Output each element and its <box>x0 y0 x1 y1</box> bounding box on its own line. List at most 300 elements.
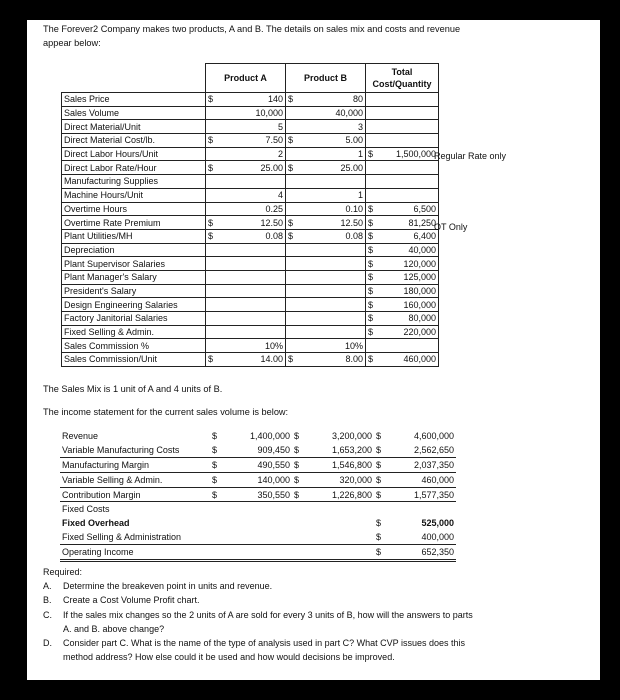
cell-value: 1,653,200 <box>310 443 374 457</box>
row-label: Fixed Overhead <box>62 518 130 529</box>
cell-value: 180,000 <box>403 285 436 296</box>
cell-value: 1,500,000 <box>395 149 436 160</box>
currency-sign: $ <box>288 231 294 242</box>
cell-b <box>286 325 366 339</box>
statement-row <box>60 472 456 487</box>
cell-value: 6,500 <box>413 203 436 214</box>
row-label: Fixed Selling & Admin. <box>62 325 206 339</box>
cell-a <box>206 257 286 271</box>
statement-row <box>60 516 456 530</box>
cell-b <box>286 243 366 257</box>
row-label: Sales Commission/Unit <box>62 353 206 367</box>
cell-value: 25.00 <box>260 162 283 173</box>
cell-value <box>228 502 292 516</box>
cell-content <box>288 121 363 133</box>
row-label: Variable Selling & Admin. <box>60 472 210 487</box>
required-title: Required: <box>43 567 83 577</box>
cell-value: 525,000 <box>421 518 454 529</box>
table-row <box>62 339 439 353</box>
table-row <box>62 216 439 230</box>
row-label: Sales Commission % <box>62 339 206 353</box>
income-statement <box>60 429 456 562</box>
item-text: method address? How else could it be used and how would decisions be improved. <box>63 652 395 663</box>
cell-t <box>366 188 439 202</box>
cell-value: 2,562,650 <box>392 443 456 457</box>
cell-content <box>368 203 436 215</box>
cell-value: 652,350 <box>392 545 456 561</box>
currency-sign: $ <box>368 327 374 338</box>
cell-content <box>208 107 283 119</box>
cell-value: 1 <box>357 190 363 201</box>
row-label: Manufacturing Supplies <box>62 175 206 189</box>
cell-value: 2,037,350 <box>392 457 456 472</box>
cell-value: 5.00 <box>345 135 363 146</box>
cell-value <box>228 516 292 530</box>
item-key <box>43 650 63 664</box>
currency-sign: $ <box>368 285 374 296</box>
table-row <box>62 353 439 367</box>
required-item-line <box>43 608 473 622</box>
cell-t <box>366 147 439 161</box>
required-section <box>43 565 473 664</box>
currency-sign: $ <box>368 313 374 324</box>
header-product-b: Product B <box>286 64 366 93</box>
cell-content <box>288 134 363 146</box>
cell-t <box>366 257 439 271</box>
row-label: Direct Material Cost/lb. <box>62 134 206 148</box>
currency-sign: $ <box>208 354 214 365</box>
currency-sign: $ <box>374 545 392 561</box>
details-table <box>61 63 439 367</box>
cell-content <box>368 148 436 160</box>
currency-sign <box>292 530 310 544</box>
currency-sign: $ <box>292 472 310 487</box>
item-text: Consider part C. What is the name of the type of analysis used in part C? What CVP issues does this <box>63 638 466 649</box>
cell-a <box>206 188 286 202</box>
table-row <box>62 270 439 284</box>
statement-row <box>60 429 456 443</box>
cell-b <box>286 257 366 271</box>
cell-content <box>288 203 363 215</box>
cell-content <box>288 230 363 242</box>
row-label: Plant Supervisor Salaries <box>62 257 206 271</box>
item-text: If the sales mix changes so the 2 units of A are sold for every 3 units of B, how will the answers to parts <box>63 609 473 620</box>
cell-value: 909,450 <box>228 443 292 457</box>
cell-value: 1,226,800 <box>310 487 374 502</box>
cell-value <box>310 516 374 530</box>
row-note: Regular Rate only <box>434 150 507 161</box>
cell-t <box>366 93 439 107</box>
currency-sign: $ <box>208 231 214 242</box>
cell-t <box>366 284 439 298</box>
cell-content <box>208 134 283 146</box>
cell-b <box>286 216 366 230</box>
statement-row <box>60 443 456 457</box>
item-key: C. <box>43 609 52 620</box>
currency-sign: $ <box>374 530 392 544</box>
cell-content <box>368 271 436 283</box>
row-label: Depreciation <box>62 243 206 257</box>
item-key: A. <box>43 581 52 592</box>
currency-sign: $ <box>368 244 374 255</box>
statement-row <box>60 545 456 561</box>
cell-value: 2 <box>277 149 283 160</box>
currency-sign: $ <box>368 272 374 283</box>
table-row <box>62 325 439 339</box>
cell-value: 3,200,000 <box>331 430 372 441</box>
cell-value: 460,000 <box>392 472 456 487</box>
cell-content <box>208 189 283 201</box>
currency-sign: $ <box>210 472 228 487</box>
currency-sign: $ <box>374 457 392 472</box>
cell-t <box>366 298 439 312</box>
row-label: Overtime Rate Premium <box>62 216 206 230</box>
cell-b <box>286 202 366 216</box>
currency-sign <box>292 516 310 530</box>
cell-b <box>286 312 366 326</box>
cell-content <box>208 230 283 242</box>
cell-content <box>208 121 283 133</box>
cell-value: 25.00 <box>340 162 363 173</box>
cell-value: 6,400 <box>413 231 436 242</box>
cell-value: 120,000 <box>403 258 436 269</box>
cell-b <box>286 106 366 120</box>
currency-sign: $ <box>208 135 214 146</box>
cell-t <box>366 175 439 189</box>
statement-row <box>60 502 456 516</box>
cell-b <box>286 147 366 161</box>
cell-t <box>366 339 439 353</box>
cell-a <box>206 243 286 257</box>
currency-sign: $ <box>288 217 294 228</box>
cell-content <box>368 244 436 256</box>
cell-value <box>310 545 374 561</box>
currency-sign <box>210 502 228 516</box>
cell-value: 4,600,000 <box>413 430 454 441</box>
currency-sign: $ <box>374 443 392 457</box>
cell-b <box>286 175 366 189</box>
cell-t <box>366 312 439 326</box>
cell-content <box>368 217 436 229</box>
currency-sign: $ <box>368 203 374 214</box>
cell-value: 160,000 <box>403 299 436 310</box>
currency-sign: $ <box>288 354 294 365</box>
table-row <box>62 298 439 312</box>
intro-line-1: The Forever2 Company makes two products, A and B. The details on sales mix and costs and revenue <box>43 24 461 34</box>
cell-value: 1,546,800 <box>310 457 374 472</box>
currency-sign: $ <box>368 217 374 228</box>
cell-content <box>288 148 363 160</box>
row-label: Revenue <box>62 430 99 441</box>
item-key <box>43 622 63 636</box>
cell-value: 40,000 <box>408 244 436 255</box>
cell-a <box>206 175 286 189</box>
cell-value: 1,400,000 <box>249 430 290 441</box>
row-label: Plant Manager's Salary <box>62 270 206 284</box>
cell-content <box>208 162 283 174</box>
currency-sign: $ <box>210 487 228 502</box>
cell-content <box>288 93 363 105</box>
cell-b <box>286 270 366 284</box>
required-item-line <box>43 636 473 650</box>
row-label: Sales Volume <box>62 106 206 120</box>
document-page <box>27 20 600 680</box>
cell-content <box>368 258 436 270</box>
cell-b <box>286 353 366 367</box>
cell-value: 0.10 <box>345 203 363 214</box>
cell-value: 125,000 <box>403 272 436 283</box>
required-item-line <box>43 622 473 636</box>
cell-value: 81,250 <box>408 217 436 228</box>
currency-sign: $ <box>292 443 310 457</box>
cell-content <box>368 285 436 297</box>
cell-value <box>310 530 374 544</box>
cell-value: 220,000 <box>403 327 436 338</box>
currency-sign: $ <box>208 217 214 228</box>
cell-content <box>368 230 436 242</box>
cell-b <box>286 298 366 312</box>
currency-sign: $ <box>208 94 214 105</box>
cell-value: 350,550 <box>228 487 292 502</box>
cell-a <box>206 325 286 339</box>
currency-sign: $ <box>376 430 382 441</box>
cell-b <box>286 120 366 134</box>
cell-value: 1 <box>357 149 363 160</box>
cell-content <box>288 340 363 352</box>
table-row <box>62 284 439 298</box>
cell-content <box>208 148 283 160</box>
cell-value: 0.08 <box>265 231 283 242</box>
cell-a <box>206 312 286 326</box>
row-label: Machine Hours/Unit <box>62 188 206 202</box>
cell-content <box>288 107 363 119</box>
row-label: Sales Price <box>62 93 206 107</box>
cell-t <box>366 106 439 120</box>
table-row <box>62 106 439 120</box>
currency-sign: $ <box>210 443 228 457</box>
cell-a <box>206 202 286 216</box>
cell-value: 8.00 <box>345 354 363 365</box>
cell-value: 10% <box>344 340 363 351</box>
table-row <box>62 134 439 148</box>
cell-a <box>206 270 286 284</box>
cell-a <box>206 120 286 134</box>
cell-content <box>368 299 436 311</box>
statement-row <box>60 530 456 544</box>
currency-sign <box>210 545 228 561</box>
currency-sign: $ <box>374 472 392 487</box>
currency-sign: $ <box>368 354 374 365</box>
currency-sign: $ <box>368 231 374 242</box>
cell-content <box>368 353 436 365</box>
cell-value: 400,000 <box>392 530 456 544</box>
currency-sign: $ <box>208 162 214 173</box>
cell-value: 0.25 <box>265 203 283 214</box>
cell-t <box>366 161 439 175</box>
row-label: Contribution Margin <box>60 487 210 502</box>
cell-value: 10% <box>264 340 283 351</box>
cell-b <box>286 161 366 175</box>
table-row <box>62 243 439 257</box>
cell-content <box>288 353 363 365</box>
table-row <box>62 188 439 202</box>
cell-value: 12.50 <box>260 217 283 228</box>
item-text: Create a Cost Volume Profit chart. <box>63 595 200 606</box>
currency-sign <box>292 502 310 516</box>
currency-sign: $ <box>294 430 300 441</box>
cell-a <box>206 106 286 120</box>
currency-sign: $ <box>368 299 374 310</box>
cell-content <box>208 93 283 105</box>
table-row <box>62 93 439 107</box>
row-label: Factory Janitorial Salaries <box>62 312 206 326</box>
cell-a <box>206 216 286 230</box>
row-label: Variable Manufacturing Costs <box>60 443 210 457</box>
cell-content <box>288 217 363 229</box>
cell-t <box>366 202 439 216</box>
cell-content <box>208 203 283 215</box>
cell-b <box>286 229 366 243</box>
currency-sign <box>292 545 310 561</box>
cell-a <box>206 353 286 367</box>
cell-t <box>366 353 439 367</box>
cell-value: 490,550 <box>228 457 292 472</box>
cell-value: 3 <box>357 121 363 132</box>
intro-line-2: appear below: <box>43 38 101 48</box>
item-key: D. <box>43 638 52 649</box>
cell-value: 1,577,350 <box>392 487 456 502</box>
row-label: Fixed Selling & Administration <box>60 530 210 544</box>
item-text: Determine the breakeven point in units and revenue. <box>63 581 273 592</box>
cell-value <box>310 502 374 516</box>
cell-value: 140,000 <box>228 472 292 487</box>
cell-value: 80 <box>352 94 363 105</box>
income-intro: The income statement for the current sales volume is below: <box>43 407 289 417</box>
currency-sign: $ <box>292 457 310 472</box>
table-row <box>62 202 439 216</box>
cell-a <box>206 284 286 298</box>
cell-value: 80,000 <box>408 313 436 324</box>
cell-b <box>286 339 366 353</box>
currency-sign <box>210 530 228 544</box>
required-item-line <box>43 593 473 607</box>
cell-content <box>368 326 436 338</box>
required-item-line <box>43 650 473 664</box>
statement-row <box>60 487 456 502</box>
cell-value: 140 <box>267 94 283 105</box>
sales-mix-text: The Sales Mix is 1 unit of A and 4 units of B. <box>43 384 223 394</box>
cell-value <box>228 545 292 561</box>
currency-sign: $ <box>368 258 374 269</box>
table-row <box>62 229 439 243</box>
item-key: B. <box>43 595 52 606</box>
cell-a <box>206 339 286 353</box>
row-note: OT Only <box>434 221 468 232</box>
cell-t <box>366 243 439 257</box>
cell-value: 14.00 <box>260 354 283 365</box>
table-row <box>62 147 439 161</box>
currency-sign: $ <box>292 487 310 502</box>
cell-value: 5 <box>277 121 283 132</box>
cell-b <box>286 134 366 148</box>
currency-sign <box>374 502 392 516</box>
cell-value: 320,000 <box>310 472 374 487</box>
cell-content <box>208 340 283 352</box>
row-label: Direct Labor Hours/Unit <box>62 147 206 161</box>
currency-sign: $ <box>288 135 294 146</box>
cell-content <box>208 353 283 365</box>
cell-content <box>208 217 283 229</box>
cell-t <box>366 325 439 339</box>
cell-a <box>206 147 286 161</box>
currency-sign: $ <box>288 162 294 173</box>
cell-b <box>286 93 366 107</box>
table-row <box>62 161 439 175</box>
required-item-line <box>43 579 473 593</box>
table-row <box>62 312 439 326</box>
row-label: Fixed Costs <box>62 504 110 515</box>
cell-b <box>286 188 366 202</box>
currency-sign <box>210 516 228 530</box>
cell-a <box>206 93 286 107</box>
cell-t <box>366 120 439 134</box>
currency-sign: $ <box>288 94 294 105</box>
cell-t <box>366 134 439 148</box>
cell-a <box>206 229 286 243</box>
cell-t <box>366 270 439 284</box>
row-label: Overtime Hours <box>62 202 206 216</box>
row-label: Direct Material/Unit <box>62 120 206 134</box>
currency-sign: $ <box>376 518 382 529</box>
row-label: President's Salary <box>62 284 206 298</box>
currency-sign: $ <box>212 430 218 441</box>
table-row <box>62 120 439 134</box>
cell-t <box>366 229 439 243</box>
cell-value <box>228 530 292 544</box>
header-product-a: Product A <box>206 64 286 93</box>
currency-sign: $ <box>210 457 228 472</box>
cell-value: 460,000 <box>403 354 436 365</box>
cell-content <box>288 189 363 201</box>
row-label: Design Engineering Salaries <box>62 298 206 312</box>
cell-t <box>366 216 439 230</box>
currency-sign: $ <box>374 487 392 502</box>
cell-a <box>206 134 286 148</box>
cell-a <box>206 298 286 312</box>
cell-value: 40,000 <box>335 108 363 119</box>
statement-row <box>60 457 456 472</box>
cell-content <box>368 312 436 324</box>
table-row <box>62 175 439 189</box>
cell-value: 4 <box>277 190 283 201</box>
cell-b <box>286 284 366 298</box>
cell-value <box>392 502 456 516</box>
cell-a <box>206 161 286 175</box>
cell-content <box>288 162 363 174</box>
table-row <box>62 257 439 271</box>
cell-value: 10,000 <box>255 108 283 119</box>
row-label: Operating Income <box>60 545 210 561</box>
currency-sign: $ <box>368 149 374 160</box>
row-label: Manufacturing Margin <box>60 457 210 472</box>
header-total: Total Cost/Quantity <box>366 64 439 93</box>
item-text: A. and B. above change? <box>63 623 165 634</box>
row-label: Plant Utilities/MH <box>62 229 206 243</box>
row-label: Direct Labor Rate/Hour <box>62 161 206 175</box>
cell-value: 0.08 <box>345 231 363 242</box>
cell-value: 12.50 <box>340 217 363 228</box>
cell-value: 7.50 <box>265 135 283 146</box>
